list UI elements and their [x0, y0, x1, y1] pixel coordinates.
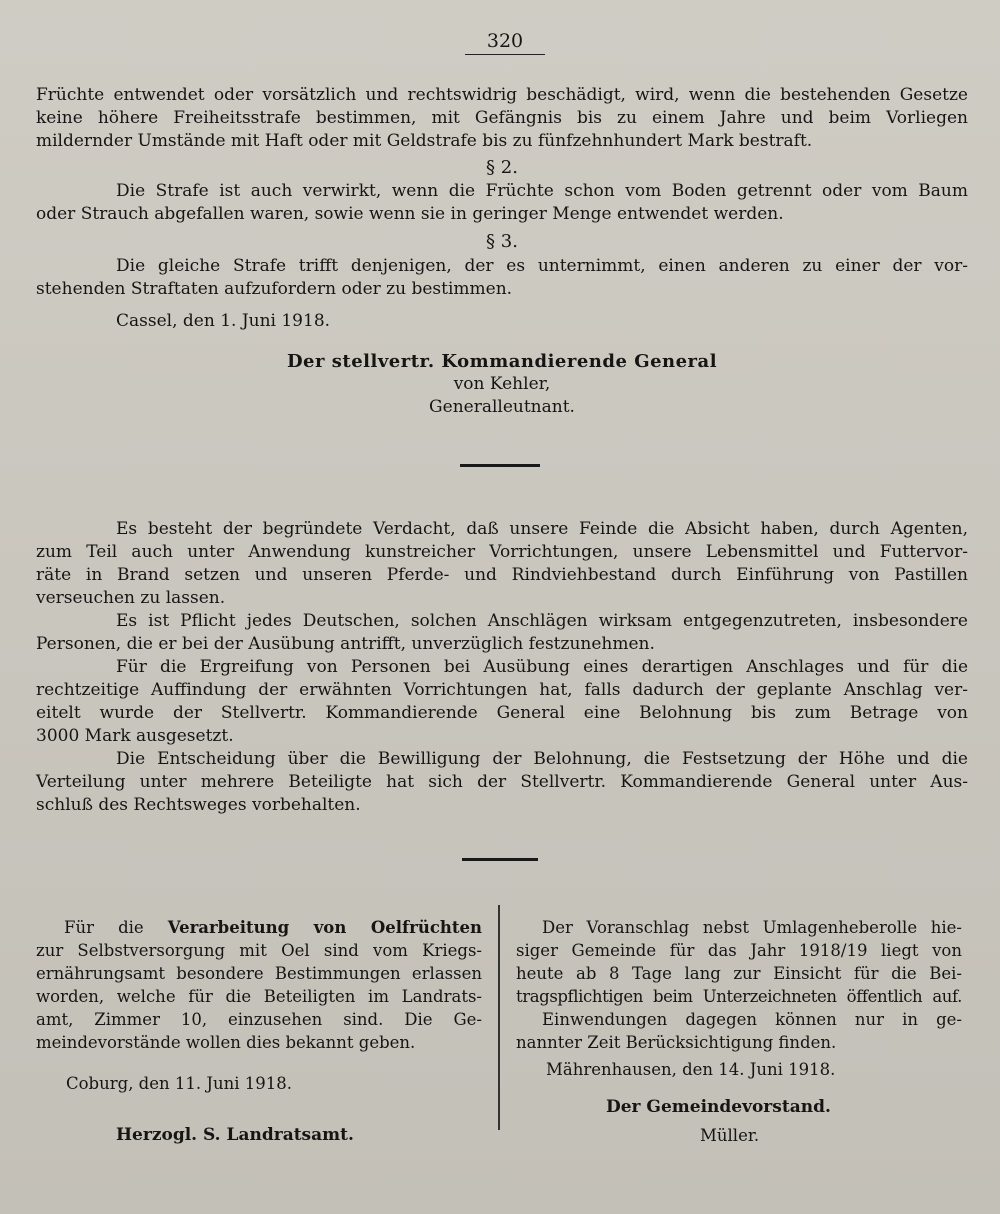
section-3-text: [36, 255, 968, 301]
text-line: oder Strauch abgefallen waren, sowie wenn sie in geringer Menge entwendet werden.: [36, 204, 784, 224]
text-line: Für die Ergreifung von Personen bei Ausübung eines derartigen Anschlages und für die: [116, 657, 968, 677]
right-signature-title: Der Gemeindevorstand.: [606, 1097, 831, 1117]
text-line: heute ab 8 Tage lang zur Einsicht für die Bei-: [516, 964, 962, 983]
text-line: Personen, die er bei der Ausübung antrifft, unverzüglich festzunehmen.: [36, 634, 655, 654]
text-line: Der Voranschlag nebst Umlagenheberolle hie-: [542, 918, 962, 937]
announcement-para-2: [36, 610, 968, 656]
notice-subject: Verarbeitung von Oelfrüchten: [167, 918, 483, 937]
text-line: siger Gemeinde für das Jahr 1918/19 liegt von: [516, 941, 962, 960]
signature-block: [36, 350, 968, 419]
text-line: Die gleiche Strafe trifft denjenigen, der es unternimmt, einen anderen zu einer der vor-: [116, 256, 968, 276]
page-number: 320: [465, 30, 545, 55]
text-line: Verteilung unter mehrere Beteiligte hat sich der Stellvertr. Kommandierende General unter Aus-: [36, 772, 968, 792]
text-line: rechtzeitige Auffindung der erwähnten Vorrichtungen hat, falls dadurch der geplante Anschlag ver-: [36, 680, 968, 700]
divider-rule: [462, 858, 538, 861]
text-line: Die Entscheidung über die Bewilligung der Belohnung, die Festsetzung der Höhe und die: [116, 749, 968, 769]
text-line: nannter Zeit Berücksichtigung finden.: [516, 1033, 837, 1052]
text-line: Es besteht der begründete Verdacht, daß unsere Feinde die Absicht haben, durch Agenten,: [116, 519, 968, 539]
announcement-para-3: [36, 656, 968, 748]
text-line: zum Teil auch unter Anwendung kunstreicher Vorrichtungen, unsere Lebensmittel und Futtervor-: [36, 542, 968, 562]
text-line: Die Strafe ist auch verwirkt, wenn die Früchte schon vom Boden getrennt oder vom Baum: [116, 181, 968, 201]
right-signature-name: Müller.: [700, 1126, 760, 1145]
left-place-date: Coburg, den 11. Juni 1918.: [66, 1074, 292, 1093]
announcement-para-4: [36, 748, 968, 817]
text-line: zur Selbstversorgung mit Oel sind vom Kriegs-: [36, 941, 482, 960]
law-intro: [36, 84, 968, 153]
text-line: Einwendungen dagegen können nur in ge-: [542, 1010, 962, 1029]
text-line: 3000 Mark ausgesetzt.: [36, 726, 234, 746]
text-line: amt, Zimmer 10, einzusehen sind. Die Ge-: [36, 1010, 482, 1029]
text-line: ernährungsamt besondere Bestimmungen erlassen: [36, 964, 482, 983]
signature-title: Der stellvertr. Kommandierende General: [286, 351, 718, 372]
text-line: schluß des Rechtsweges vorbehalten.: [36, 795, 361, 815]
text-line: Es ist Pflicht jedes Deutschen, solchen Anschlägen wirksam entgegenzutreten, insbesondere: [116, 611, 968, 631]
text-line: Für die Verarbeitung von Oelfrüchten: [64, 918, 483, 937]
text-line: räte in Brand setzen und unseren Pferde- und Rindviehbestand durch Einführung von Pastillen: [36, 565, 968, 585]
announcement-para-1: [36, 518, 968, 610]
section-3-heading: § 3.: [486, 231, 518, 252]
text-line: meindevorstände wollen dies bekannt geben.: [36, 1033, 416, 1052]
signature-name: von Kehler,: [453, 374, 551, 394]
left-notice: [36, 916, 482, 1054]
text-line: verseuchen zu lassen.: [36, 588, 226, 608]
right-place-date: Mährenhausen, den 14. Juni 1918.: [546, 1060, 836, 1079]
text-line: keine höhere Freiheitsstrafe bestimmen, mit Gefängnis bis zu einem Jahre und beim Vorliegen: [36, 108, 968, 128]
divider-rule: [460, 464, 540, 467]
text-line: Früchte entwendet oder vorsätzlich und rechtswidrig beschädigt, wird, wenn die bestehenden Gesetze: [36, 85, 968, 105]
left-signature: Herzogl. S. Landratsamt.: [116, 1125, 354, 1145]
column-divider: [498, 905, 500, 1130]
section-2-text: [36, 180, 968, 226]
text-line: worden, welche für die Beteiligten im Landrats-: [36, 987, 482, 1006]
text-line: tragspflichtigen beim Unterzeichneten öffentlich auf.: [516, 987, 962, 1006]
text-line: mildernder Umstände mit Haft oder mit Geldstrafe bis zu fünfzehnhundert Mark bestraft.: [36, 131, 813, 151]
text-line: eitelt wurde der Stellvertr. Kommandierende General eine Belohnung bis zum Betrage von: [36, 703, 968, 723]
signature-rank: Generalleutnant.: [429, 397, 575, 417]
place-date: Cassel, den 1. Juni 1918.: [116, 311, 331, 331]
section-2-heading: § 2.: [486, 157, 518, 178]
right-notice: [516, 916, 962, 1054]
text-line: stehenden Straftaten aufzufordern oder zu bestimmen.: [36, 279, 513, 299]
